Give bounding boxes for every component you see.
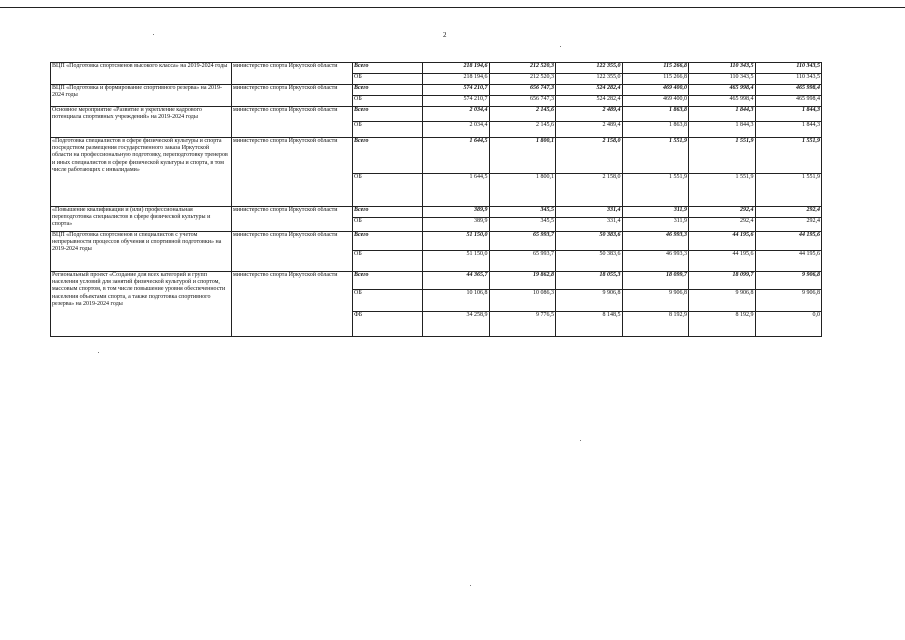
amount-cell: 8 192,9 <box>622 312 689 337</box>
amount-cell: 44 195,6 <box>755 232 822 251</box>
funding-source-cell: Всего <box>353 207 423 218</box>
amount-cell: 0,0 <box>755 312 822 337</box>
amount-cell: 292,4 <box>755 218 822 232</box>
funding-source-cell: ФБ <box>353 312 423 337</box>
amount-cell: 110 343,5 <box>755 63 822 74</box>
amount-cell: 212 520,3 <box>489 63 556 74</box>
amount-cell: 9 776,5 <box>489 312 556 337</box>
program-name-cell: «Подготовка специалистов в сфере физической культуры и спорта посредством размещения государственного заказа Иркутской области на профессиональную подготовку, переподготовку тренеров и иных специалистов в сфере физической культуры и спорта, в том числе работающих с инвалидами» <box>51 138 232 207</box>
responsible-org-cell: министерство спорта Иркутской области <box>232 85 353 107</box>
amount-cell: 656 747,3 <box>489 85 556 96</box>
amount-cell: 1 644,5 <box>423 174 490 207</box>
amount-cell: 1 863,8 <box>622 107 689 122</box>
amount-cell: 292,4 <box>689 218 756 232</box>
amount-cell: 292,4 <box>689 207 756 218</box>
amount-cell: 2 034,4 <box>423 107 490 122</box>
amount-cell: 465 998,4 <box>755 96 822 107</box>
funding-source-cell: Всего <box>353 85 423 96</box>
table-row <box>51 85 822 96</box>
table-row <box>51 63 822 74</box>
funding-source-cell: ОБ <box>353 122 423 138</box>
responsible-org-cell: министерство спорта Иркутской области <box>232 107 353 138</box>
amount-cell: 218 194,6 <box>423 74 490 85</box>
program-name-cell: Основное мероприятие «Развитие и укрепление кадрового потенциала спортивных учреждений» на 2019-2024 годы <box>51 107 232 138</box>
amount-cell: 1 844,3 <box>755 122 822 138</box>
amount-cell: 212 520,3 <box>489 74 556 85</box>
amount-cell: 1 551,9 <box>622 174 689 207</box>
amount-cell: 331,4 <box>556 207 623 218</box>
scan-speck <box>580 440 581 441</box>
funding-source-cell: Всего <box>353 272 423 290</box>
amount-cell: 1 551,9 <box>689 174 756 207</box>
amount-cell: 44 195,6 <box>755 251 822 272</box>
amount-cell: 465 998,4 <box>755 85 822 96</box>
responsible-org-cell: министерство спорта Иркутской области <box>232 63 353 85</box>
amount-cell: 18 099,7 <box>689 272 756 290</box>
amount-cell: 345,5 <box>489 207 556 218</box>
amount-cell: 1 844,3 <box>689 122 756 138</box>
amount-cell: 115 266,8 <box>622 63 689 74</box>
amount-cell: 2 158,0 <box>556 138 623 174</box>
table-row <box>51 107 822 122</box>
funding-source-cell: Всего <box>353 63 423 74</box>
amount-cell: 218 194,6 <box>423 63 490 74</box>
amount-cell: 9 906,8 <box>755 290 822 312</box>
amount-cell: 292,4 <box>755 207 822 218</box>
amount-cell: 524 282,4 <box>556 85 623 96</box>
amount-cell: 9 906,8 <box>622 290 689 312</box>
table-row <box>51 272 822 290</box>
funding-source-cell: Всего <box>353 138 423 174</box>
amount-cell: 331,4 <box>556 218 623 232</box>
amount-cell: 8 192,9 <box>689 312 756 337</box>
amount-cell: 122 355,0 <box>556 74 623 85</box>
amount-cell: 1 844,3 <box>689 107 756 122</box>
amount-cell: 2 158,0 <box>556 174 623 207</box>
amount-cell: 1 551,9 <box>755 174 822 207</box>
amount-cell: 51 150,0 <box>423 251 490 272</box>
amount-cell: 110 343,5 <box>689 63 756 74</box>
amount-cell: 44 195,6 <box>689 232 756 251</box>
amount-cell: 10 106,8 <box>423 290 490 312</box>
amount-cell: 46 993,3 <box>622 232 689 251</box>
amount-cell: 465 998,4 <box>689 96 756 107</box>
scan-speck <box>560 46 561 47</box>
program-name-cell: ВЦП «Подготовка и формирование спортивного резерва» на 2019-2024 годы <box>51 85 232 107</box>
amount-cell: 1 863,8 <box>622 122 689 138</box>
amount-cell: 574 210,7 <box>423 96 490 107</box>
amount-cell: 65 993,7 <box>489 251 556 272</box>
amount-cell: 2 145,6 <box>489 122 556 138</box>
amount-cell: 2 489,4 <box>556 122 623 138</box>
amount-cell: 465 998,4 <box>689 85 756 96</box>
page-number: 2 <box>443 31 447 39</box>
amount-cell: 9 906,8 <box>556 290 623 312</box>
responsible-org-cell: министерство спорта Иркутской области <box>232 272 353 337</box>
amount-cell: 110 343,5 <box>755 74 822 85</box>
responsible-org-cell: министерство спорта Иркутской области <box>232 207 353 232</box>
amount-cell: 110 343,5 <box>689 74 756 85</box>
amount-cell: 8 148,5 <box>556 312 623 337</box>
amount-cell: 1 644,5 <box>423 138 490 174</box>
program-name-cell: Региональный проект «Создание для всех категорий и групп населения условий для занятий физической культурой и спортом, массовым спортом, в том числе повышение уровня обеспеченности населения объектами спорта, а также подготовка спортивного резерва» на 2019-2024 годы <box>51 272 232 337</box>
funding-source-cell: ОБ <box>353 218 423 232</box>
budget-table <box>50 62 822 337</box>
funding-source-cell: Всего <box>353 107 423 122</box>
amount-cell: 2 145,6 <box>489 107 556 122</box>
amount-cell: 345,5 <box>489 218 556 232</box>
funding-source-cell: ОБ <box>353 251 423 272</box>
amount-cell: 44 195,6 <box>689 251 756 272</box>
amount-cell: 50 383,6 <box>556 251 623 272</box>
table-row <box>51 232 822 251</box>
amount-cell: 9 906,8 <box>755 272 822 290</box>
funding-source-cell: ОБ <box>353 96 423 107</box>
amount-cell: 10 086,3 <box>489 290 556 312</box>
amount-cell: 19 862,8 <box>489 272 556 290</box>
amount-cell: 1 800,1 <box>489 174 556 207</box>
top-rule <box>0 7 905 8</box>
funding-source-cell: ОБ <box>353 290 423 312</box>
amount-cell: 2 034,4 <box>423 122 490 138</box>
amount-cell: 311,9 <box>622 207 689 218</box>
amount-cell: 1 551,9 <box>622 138 689 174</box>
amount-cell: 9 906,8 <box>689 290 756 312</box>
amount-cell: 122 355,0 <box>556 63 623 74</box>
amount-cell: 34 258,9 <box>423 312 490 337</box>
amount-cell: 115 266,8 <box>622 74 689 85</box>
amount-cell: 65 993,7 <box>489 232 556 251</box>
responsible-org-cell: министерство спорта Иркутской области <box>232 232 353 272</box>
amount-cell: 524 282,4 <box>556 96 623 107</box>
amount-cell: 1 800,1 <box>489 138 556 174</box>
program-name-cell: «Повышение квалификации и (или) профессиональная переподготовка специалистов в сфере физической культуры и спорта» <box>51 207 232 232</box>
amount-cell: 574 210,7 <box>423 85 490 96</box>
table-row <box>51 138 822 174</box>
scan-speck <box>98 352 99 353</box>
program-name-cell: ВЦП «Подготовка спортсменов и специалистов с учетом непрерывности процессов обучения и спортивной подготовки» на 2019-2024 годы <box>51 232 232 272</box>
table-row <box>51 207 822 218</box>
amount-cell: 1 551,9 <box>755 138 822 174</box>
scan-speck <box>470 585 471 586</box>
amount-cell: 44 365,7 <box>423 272 490 290</box>
amount-cell: 2 489,4 <box>556 107 623 122</box>
funding-source-cell: ОБ <box>353 174 423 207</box>
responsible-org-cell: министерство спорта Иркутской области <box>232 138 353 207</box>
funding-source-cell: Всего <box>353 232 423 251</box>
amount-cell: 469 400,0 <box>622 96 689 107</box>
amount-cell: 1 551,9 <box>689 138 756 174</box>
amount-cell: 389,9 <box>423 207 490 218</box>
amount-cell: 51 150,0 <box>423 232 490 251</box>
program-name-cell: ВЦП «Подготовка спортсменов высокого класса» на 2019-2024 годы <box>51 63 232 85</box>
amount-cell: 18 099,7 <box>622 272 689 290</box>
amount-cell: 1 844,3 <box>755 107 822 122</box>
amount-cell: 389,9 <box>423 218 490 232</box>
funding-source-cell: ОБ <box>353 74 423 85</box>
amount-cell: 46 993,3 <box>622 251 689 272</box>
scan-speck <box>153 34 154 35</box>
amount-cell: 50 383,6 <box>556 232 623 251</box>
amount-cell: 469 400,0 <box>622 85 689 96</box>
amount-cell: 656 747,3 <box>489 96 556 107</box>
amount-cell: 18 055,3 <box>556 272 623 290</box>
amount-cell: 311,9 <box>622 218 689 232</box>
